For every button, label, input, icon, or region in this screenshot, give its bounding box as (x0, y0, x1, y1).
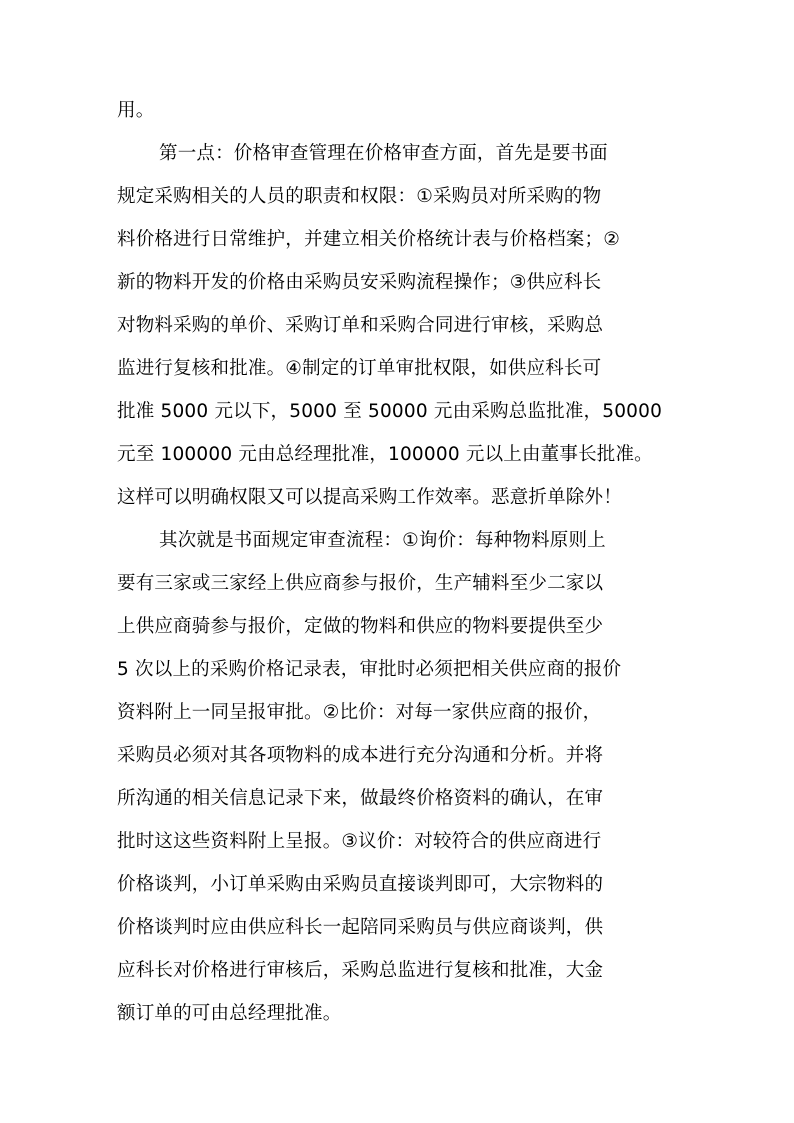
text-line: 监进行复核和批准。④制定的订单审批权限，如供应科长可 (117, 358, 602, 379)
text-line: 规定采购相关的人员的职责和权限：①采购员对所采购的物 (117, 186, 602, 207)
text-line: 资料附上一同呈报审批。②比价：对每一家供应商的报价， (117, 702, 602, 723)
text-line: 所沟通的相关信息记录下来，做最终价格资料的确认，在审 (117, 788, 604, 809)
text-line: 用。 (117, 100, 155, 121)
text-line: 料价格进行日常维护，并建立相关价格统计表与价格档案；② (117, 229, 620, 250)
text-line: 价格谈判时应由供应科长一起陪同采购员与供应商谈判，供 (117, 917, 604, 938)
text-line: 批准 5000 元以下，5000 至 50000 元由采购总监批准，50000 (117, 401, 663, 422)
text-line: 上供应商骑参与报价，定做的物料和供应的物料要提供至少 (117, 616, 604, 637)
text-line: 价格谈判，小订单采购由采购员直接谈判即可，大宗物料的 (117, 874, 604, 895)
text-line: 这样可以明确权限又可以提高采购工作效率。恶意折单除外！ (117, 487, 622, 508)
text-line: 采购员必须对其各项物料的成本进行充分沟通和分析。并将 (117, 745, 604, 766)
text-line: 元至 100000 元由总经理批准，100000 元以上由董事长批准。 (117, 444, 653, 465)
text-line: 新的物料开发的价格由采购员安采购流程操作；③供应科长 (117, 272, 602, 293)
text-line: 应科长对价格进行审核后，采购总监进行复核和批准，大金 (117, 960, 604, 981)
text-line: 额订单的可由总经理批准。 (117, 1003, 342, 1024)
text-line: 对物料采购的单价、采购订单和采购合同进行审核，采购总 (117, 315, 604, 336)
paragraph-first-line: 第一点：价格审查管理在价格审查方面，首先是要书面 (159, 143, 608, 164)
text-line: 批时这这些资料附上呈报。③议价：对较符合的供应商进行 (117, 831, 602, 852)
paragraph-first-line: 其次就是书面规定审查流程：①询价：每种物料原则上 (159, 530, 606, 551)
text-line: 要有三家或三家经上供应商参与报价，生产辅料至少二家以 (117, 573, 604, 594)
text-line: 5 次以上的采购价格记录表，审批时必须把相关供应商的报价 (117, 659, 622, 680)
